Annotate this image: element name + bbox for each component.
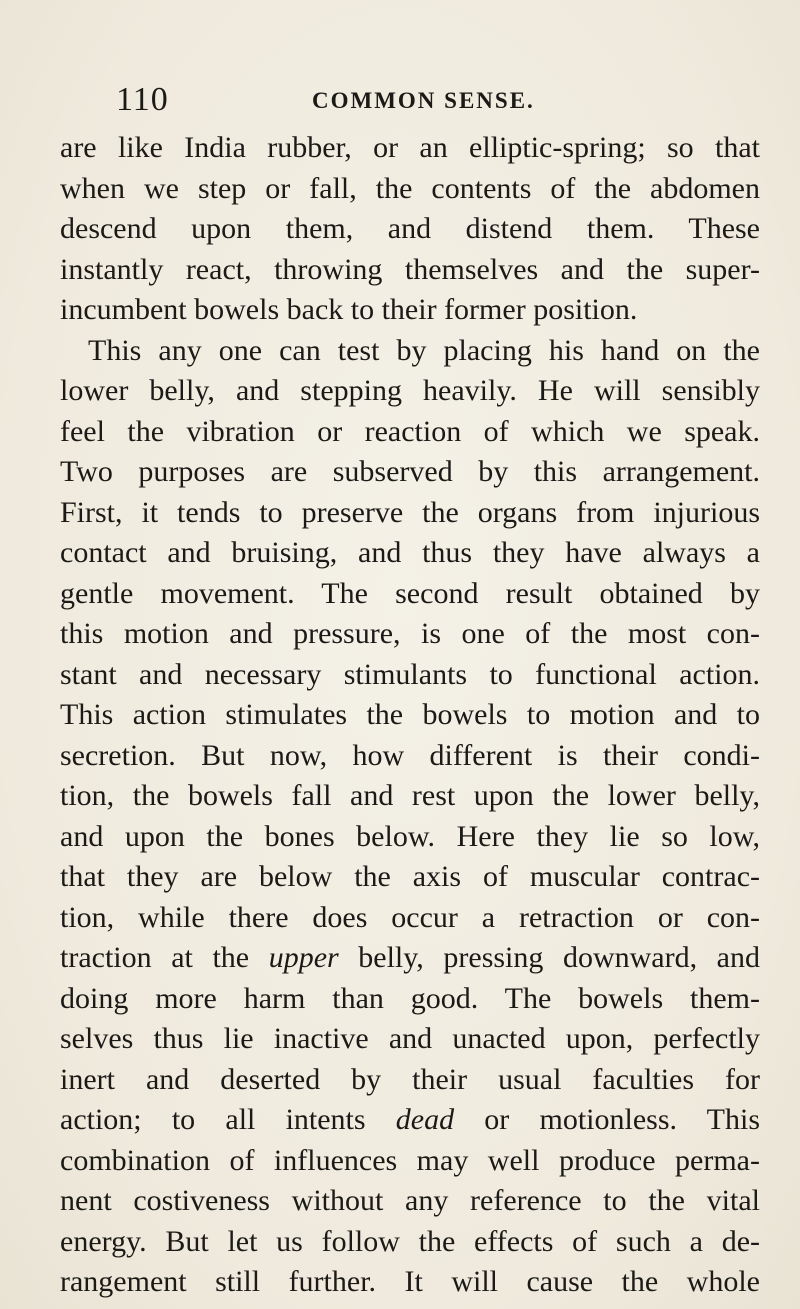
- text-line-13: this motion and pressure, is one of the most con-: [60, 617, 760, 650]
- text-line-9: Two purposes are subserved by this arrangement.: [60, 455, 760, 488]
- text-line-20: tion, while there does occur a retraction or con-: [60, 900, 760, 934]
- text-line-23: selves thus lie inactive and unacted upon, perfectly: [60, 1022, 760, 1055]
- body-paragraph: [60, 128, 760, 1303]
- text-line-25: [60, 1100, 760, 1141]
- text-run: action; to all intents: [60, 1103, 396, 1136]
- text-line-2: when we step or fall, the contents of the abdomen: [60, 171, 760, 205]
- text-line-19: that they are below the axis of muscular contrac-: [60, 860, 760, 893]
- text-line-10: First, it tends to preserve the organs from injurious: [60, 495, 760, 529]
- text-line-3: descend upon them, and distend them. These: [60, 212, 760, 245]
- running-head: COMMON SENSE.: [312, 88, 535, 113]
- text-line-15: This action stimulates the bowels to motion and to: [60, 698, 760, 731]
- text-line-16: secretion. But now, how different is their condi-: [60, 738, 760, 772]
- text-line-29: rangement still further. It will cause the whole: [60, 1265, 760, 1298]
- text-line-11: contact and bruising, and thus they have always a: [60, 536, 760, 569]
- text-line-22: doing more harm than good. The bowels them-: [60, 981, 760, 1015]
- text-line-4: instantly react, throwing themselves and the super-: [60, 252, 760, 286]
- text-line-14: stant and necessary stimulants to functional action.: [60, 657, 760, 691]
- text-line-17: tion, the bowels fall and rest upon the lower belly,: [60, 779, 760, 812]
- text-line-1: are like India rubber, or an elliptic-spring; so that: [60, 131, 760, 164]
- text-run: traction at the: [60, 941, 269, 974]
- text-line-5: incumbent bowels back to their former position.: [60, 293, 638, 326]
- text-run: belly, pressing downward, and: [338, 941, 760, 974]
- text-line-7: lower belly, and stepping heavily. He will sensibly: [60, 374, 760, 407]
- page-header: [116, 80, 766, 120]
- text-line-6: This any one can test by placing his hand on the: [88, 333, 760, 367]
- text-line-26: combination of influences may well produce perma-: [60, 1143, 760, 1177]
- italic-word: upper: [268, 941, 339, 974]
- text-line-21: [60, 938, 760, 979]
- text-line-27: nent costiveness without any reference to the vital: [60, 1184, 760, 1217]
- text-run: or motionless. This: [454, 1103, 760, 1136]
- text-line-24: inert and deserted by their usual faculties for: [60, 1062, 760, 1096]
- text-line-12: gentle movement. The second result obtained by: [60, 576, 760, 610]
- text-line-28: energy. But let us follow the effects of such a de-: [60, 1224, 760, 1258]
- text-line-8: feel the vibration or reaction of which we speak.: [60, 414, 760, 448]
- page-number: 110: [116, 81, 169, 118]
- italic-word: dead: [395, 1103, 455, 1136]
- text-line-18: and upon the bones below. Here they lie so low,: [60, 819, 760, 853]
